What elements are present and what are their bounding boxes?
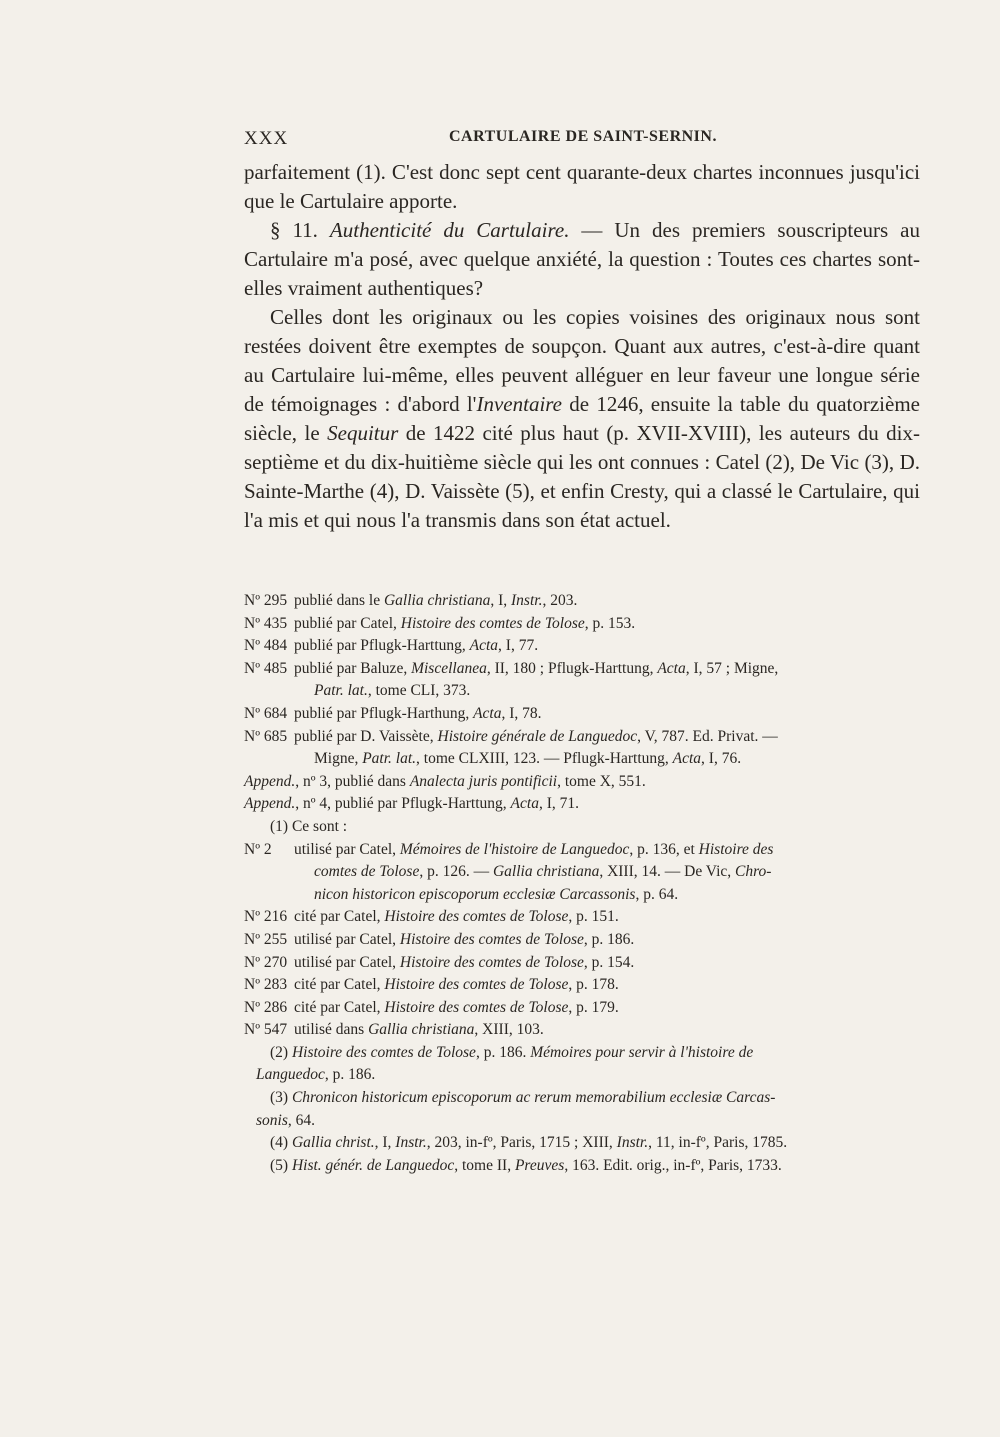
charter-note: Nº 435 publié par Catel, Histoire des comtes de Tolose, p. 153. [244, 614, 636, 632]
footnote-item: Nº 283 cité par Catel, Histoire des comtes de Tolose, p. 178. [244, 976, 619, 994]
charter-note: Nº 484 publié par Pflugk-Harttung, Acta, I, 77. [244, 637, 539, 655]
footnote-item: Nº 2 utilisé par Catel, Mémoires de l'histoire de Languedoc, p. 136, et Histoire des comtes de Tolose, p. 126. — Gallia christiana, XIII, 14. — De Vic, Chro- nicon historicon episcoporum ecclesiæ Carcassonis, p. 64. [244, 840, 774, 903]
footnote-3: (3) Chronicon historicum episcoporum ac rerum memorabilium ecclesiæ Carcas- sonis, 64. [256, 1089, 776, 1129]
section-number: § 11. [270, 218, 318, 242]
paragraph: parfaitement (1). C'est donc sept cent quarante-deux chartes inconnues jusqu'ici que le Cartulaire apporte. [244, 160, 920, 213]
charter-note: Nº 295 publié dans le Gallia christiana, I, Instr., 203. [244, 592, 578, 609]
appendix-note: Append., nº 3, publié dans Analecta juris pontificii, tome X, 551. [244, 772, 646, 790]
charter-note: Nº 684 publié par Pflugk-Harthung, Acta, I, 78. [244, 704, 542, 722]
footnote-item: Nº 286 cité par Catel, Histoire des comtes de Tolose, p. 179. [244, 998, 619, 1016]
paragraph: Celles dont les originaux ou les copies voisines des originaux nous sont restées doivent être exemptes de soupçon. Quant aux autres, c'est-à-dire quant au Cartulaire lui-même, elles peuvent alléguer en leur faveur une longue série de témoignages : d'abord l'Inventaire de 1246, ensuite la table du quatorzième siècle, le Sequitur de 1422 cité plus haut (p. XVII-XVIII), les auteurs du dix-septième et du dix-huitième siècle qui les ont connues : Catel (2), De Vic (3), D. Sainte-Marthe (4), D. Vaissète (5), et enfin Cresty, qui a classé le Cartulaire, qui l'a mis et qui nous l'a transmis dans son état actuel. [244, 305, 920, 532]
footnote-item: Nº 216 cité par Catel, Histoire des comtes de Tolose, p. 151. [244, 908, 619, 926]
footnote-1: (1) Ce sont : [270, 817, 348, 835]
footnote-5: (5) Hist. génér. de Languedoc, tome II, Preuves, 163. Edit. orig., in-fº, Paris, 1733. [270, 1156, 782, 1174]
footnote-4: (4) Gallia christ., I, Instr., 203, in-fº, Paris, 1715 ; XIII, Instr., 11, in-fº, Paris, 1785. [270, 1134, 788, 1152]
footnote-2: (2) Histoire des comtes de Tolose, p. 186. Mémoires pour servir à l'histoire de Languedoc, p. 186. [256, 1043, 754, 1084]
footnotes [244, 590, 930, 1177]
body-text [244, 158, 920, 535]
running-title: CARTULAIRE DE SAINT-SERNIN. [449, 128, 717, 145]
charter-note: Nº 685 publié par D. Vaissète, Histoire générale de Languedoc, V, 787. Ed. Privat. — Migne, Patr. lat., tome CLXIII, 123. — Pflugk-Harttung, Acta, I, 76. [244, 727, 778, 768]
page-number: XXX [244, 128, 289, 149]
page-header [244, 128, 924, 152]
appendix-note: Append., nº 4, publié par Pflugk-Harttung, Acta, I, 71. [244, 795, 579, 813]
footnote-item: Nº 255 utilisé par Catel, Histoire des comtes de Tolose, p. 186. [244, 930, 635, 948]
footnote-item: Nº 547 utilisé dans Gallia christiana, XIII, 103. [244, 1021, 544, 1039]
footnote-item: Nº 270 utilisé par Catel, Histoire des comtes de Tolose, p. 154. [244, 953, 635, 971]
charter-note: Nº 485 publié par Baluze, Miscellanea, II, 180 ; Pflugk-Harttung, Acta, I, 57 ; Migne, Patr. lat., tome CLI, 373. [244, 659, 779, 700]
section-paragraph: § 11. Authenticité du Cartulaire. — Un des premiers souscripteurs au Cartulaire m'a posé, avec quelque anxiété, la question : Toutes ces chartes sont-elles vraiment authentiques? [244, 218, 921, 300]
section-title: Authenticité du Cartulaire. [329, 218, 570, 242]
